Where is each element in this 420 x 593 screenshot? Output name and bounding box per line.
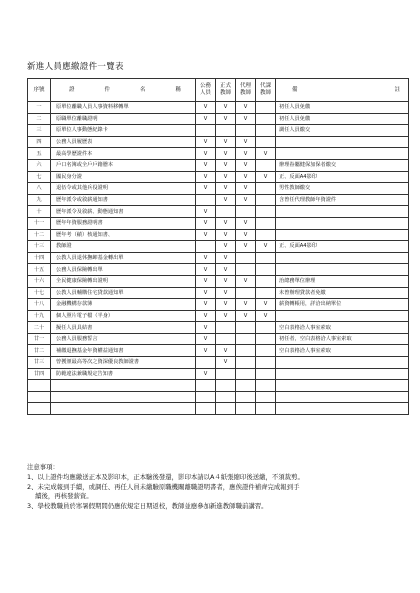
table-row bbox=[28, 345, 409, 357]
row-check-cell bbox=[216, 159, 236, 171]
row-check-cell bbox=[256, 194, 276, 206]
row-check-cell bbox=[196, 287, 216, 299]
check-mark: V bbox=[223, 301, 228, 308]
check-mark: V bbox=[243, 301, 248, 308]
check-mark: V bbox=[203, 289, 208, 296]
row-check-cell bbox=[196, 102, 216, 114]
document-checklist-table bbox=[27, 78, 409, 415]
row-check-cell bbox=[216, 217, 236, 229]
row-check-cell bbox=[256, 275, 276, 287]
row-check-cell bbox=[236, 368, 256, 380]
row-check-cell bbox=[196, 299, 216, 311]
row-check-cell bbox=[256, 183, 276, 195]
row-doc-name: 防範違法兼職規定告知書 bbox=[51, 368, 196, 380]
table-row bbox=[28, 136, 409, 148]
row-note bbox=[276, 229, 409, 241]
table-row bbox=[28, 287, 409, 299]
row-check-cell bbox=[236, 148, 256, 160]
row-doc-name: 最高學歷證件本 bbox=[51, 148, 196, 160]
check-mark: V bbox=[203, 104, 208, 111]
row-seq: 廿一 bbox=[28, 333, 51, 345]
row-doc-name bbox=[51, 380, 196, 392]
check-mark: V bbox=[243, 162, 248, 169]
row-check-cell bbox=[196, 241, 216, 253]
doc-header-char: 名 bbox=[139, 86, 146, 93]
row-note: 初任人員免繳 bbox=[276, 102, 409, 114]
check-mark: V bbox=[223, 266, 228, 273]
row-check-cell bbox=[236, 206, 256, 218]
row-check-cell bbox=[216, 241, 236, 253]
row-check-cell bbox=[256, 368, 276, 380]
row-check-cell bbox=[256, 403, 276, 415]
row-note: 正、反面A4影印 bbox=[276, 171, 409, 183]
table-row bbox=[28, 113, 409, 125]
check-mark: V bbox=[263, 150, 268, 157]
check-mark: V bbox=[263, 312, 268, 319]
row-check-cell bbox=[256, 287, 276, 299]
row-check-cell bbox=[216, 264, 236, 276]
row-check-cell bbox=[196, 171, 216, 183]
row-doc-name: 公務人員保險轉出單 bbox=[51, 264, 196, 276]
row-check-cell bbox=[196, 333, 216, 345]
row-check-cell bbox=[216, 206, 236, 218]
table-row bbox=[28, 148, 409, 160]
table-row bbox=[28, 194, 409, 206]
check-mark: V bbox=[203, 115, 208, 122]
row-seq: 廿三 bbox=[28, 357, 51, 369]
row-note: 治總務單位辦理 bbox=[276, 275, 409, 287]
row-check-cell bbox=[256, 241, 276, 253]
row-note: 初任者，空白表格洽人事室索取 bbox=[276, 333, 409, 345]
row-note: 辦理眷屬健保加保者繳交 bbox=[276, 159, 409, 171]
check-mark: V bbox=[223, 231, 228, 238]
row-check-cell bbox=[216, 194, 236, 206]
row-check-cell bbox=[236, 264, 256, 276]
row-check-cell bbox=[236, 357, 256, 369]
row-check-cell bbox=[216, 380, 236, 392]
check-mark: V bbox=[203, 347, 208, 354]
row-check-cell bbox=[216, 403, 236, 415]
row-doc-name: 戶口名簿或全戶戶籍謄本 bbox=[51, 159, 196, 171]
notes-section bbox=[27, 463, 412, 511]
row-note: 正、反面A4影印 bbox=[276, 241, 409, 253]
row-check-cell bbox=[216, 275, 236, 287]
table-row bbox=[28, 171, 409, 183]
row-note: 含曾任代理教師年資證件 bbox=[276, 194, 409, 206]
row-seq: 十六 bbox=[28, 275, 51, 287]
check-mark: V bbox=[263, 243, 268, 250]
column-header-label: 代課教師 bbox=[259, 83, 271, 96]
row-doc-name: 歷年年資服務證明書 bbox=[51, 217, 196, 229]
check-mark: V bbox=[203, 266, 208, 273]
column-header-label: 正式教師 bbox=[219, 83, 231, 96]
note-item: 3、學校教職員於寒暑假期間仍應依規定日期返校，教師並應參加新進教師職前講習。 bbox=[27, 501, 268, 510]
row-check-cell bbox=[196, 264, 216, 276]
row-note bbox=[276, 136, 409, 148]
row-check-cell bbox=[256, 171, 276, 183]
row-note: 未曾辦理貸款者免繳 bbox=[276, 287, 409, 299]
row-doc-name: 歷年派令及敘薪、動態通知書 bbox=[51, 206, 196, 218]
row-check-cell bbox=[216, 299, 236, 311]
table-row bbox=[28, 241, 409, 253]
doc-header-char: 證 bbox=[69, 86, 75, 93]
check-mark: V bbox=[243, 278, 248, 285]
check-mark: V bbox=[203, 301, 208, 308]
row-note bbox=[276, 310, 409, 322]
row-doc-name: 教師證 bbox=[51, 241, 196, 253]
check-mark: V bbox=[203, 336, 208, 343]
check-mark: V bbox=[223, 278, 228, 285]
doc-name-header bbox=[51, 79, 196, 102]
column-header-label: 代理教師 bbox=[239, 83, 251, 96]
check-mark: V bbox=[263, 173, 268, 180]
row-doc-name: 原單位人事動態紀錄卡 bbox=[51, 125, 196, 137]
table-row bbox=[28, 310, 409, 322]
table-row bbox=[28, 206, 409, 218]
table-row bbox=[28, 217, 409, 229]
check-mark: V bbox=[243, 312, 248, 319]
row-check-cell bbox=[196, 345, 216, 357]
row-check-cell bbox=[216, 171, 236, 183]
row-check-cell bbox=[256, 333, 276, 345]
row-note bbox=[276, 391, 409, 403]
table-row bbox=[28, 368, 409, 380]
table-row bbox=[28, 380, 409, 392]
row-doc-name: 退伍令或其他兵役證明 bbox=[51, 183, 196, 195]
row-note: 空白表格洽人事室索取 bbox=[276, 345, 409, 357]
row-note bbox=[276, 264, 409, 276]
table-row bbox=[28, 125, 409, 137]
row-check-cell bbox=[236, 171, 256, 183]
row-check-cell bbox=[216, 391, 236, 403]
check-mark: V bbox=[203, 150, 208, 157]
check-mark: V bbox=[223, 220, 228, 227]
row-seq: 十三 bbox=[28, 241, 51, 253]
row-seq: 三 bbox=[28, 125, 51, 137]
check-mark: V bbox=[203, 139, 208, 146]
check-mark: V bbox=[243, 243, 248, 250]
row-note bbox=[276, 206, 409, 218]
row-doc-name: 金融機構存款簿 bbox=[51, 299, 196, 311]
row-seq: 五 bbox=[28, 148, 51, 160]
row-check-cell bbox=[256, 113, 276, 125]
column-header-label: 公務人員 bbox=[199, 83, 211, 96]
row-seq bbox=[28, 391, 51, 403]
doc-header-char: 件 bbox=[104, 86, 110, 93]
row-check-cell bbox=[236, 252, 256, 264]
check-mark: V bbox=[223, 162, 228, 169]
col-acting-teacher-header bbox=[236, 79, 256, 102]
row-note bbox=[276, 148, 409, 160]
check-mark: V bbox=[243, 104, 248, 111]
row-check-cell bbox=[256, 217, 276, 229]
row-seq: 一 bbox=[28, 102, 51, 114]
table-row bbox=[28, 357, 409, 369]
row-check-cell bbox=[196, 194, 216, 206]
row-check-cell bbox=[216, 357, 236, 369]
row-check-cell bbox=[236, 241, 256, 253]
row-check-cell bbox=[236, 310, 256, 322]
check-mark: V bbox=[223, 115, 228, 122]
row-check-cell bbox=[236, 322, 256, 334]
row-check-cell bbox=[236, 229, 256, 241]
check-mark: V bbox=[203, 185, 208, 192]
row-check-cell bbox=[216, 102, 236, 114]
row-check-cell bbox=[196, 403, 216, 415]
row-doc-name: 公教人員輔購住宅貸款通知單 bbox=[51, 287, 196, 299]
row-seq bbox=[28, 403, 51, 415]
check-mark: V bbox=[243, 185, 248, 192]
row-check-cell bbox=[216, 333, 236, 345]
row-check-cell bbox=[196, 206, 216, 218]
row-doc-name: 擬任人員具結書 bbox=[51, 322, 196, 334]
row-note bbox=[276, 217, 409, 229]
row-check-cell bbox=[256, 136, 276, 148]
note-header-char: 註 bbox=[394, 86, 400, 93]
table-row bbox=[28, 252, 409, 264]
note-header bbox=[276, 79, 409, 102]
row-check-cell bbox=[216, 310, 236, 322]
table-header-row bbox=[28, 79, 409, 102]
check-mark: V bbox=[223, 347, 228, 354]
row-seq: 十一 bbox=[28, 217, 51, 229]
check-mark: V bbox=[243, 139, 248, 146]
row-seq: 四 bbox=[28, 136, 51, 148]
table-row bbox=[28, 159, 409, 171]
check-mark: V bbox=[223, 243, 228, 250]
row-check-cell bbox=[196, 275, 216, 287]
row-seq: 廿四 bbox=[28, 368, 51, 380]
check-mark: V bbox=[223, 173, 228, 180]
row-check-cell bbox=[256, 391, 276, 403]
check-mark: V bbox=[223, 197, 228, 204]
row-check-cell bbox=[236, 183, 256, 195]
check-mark: V bbox=[203, 173, 208, 180]
check-mark: V bbox=[243, 231, 248, 238]
row-check-cell bbox=[236, 275, 256, 287]
row-note: 男性教師繳交 bbox=[276, 183, 409, 195]
row-doc-name bbox=[51, 391, 196, 403]
row-check-cell bbox=[216, 183, 236, 195]
row-check-cell bbox=[216, 113, 236, 125]
row-check-cell bbox=[196, 380, 216, 392]
row-note bbox=[276, 380, 409, 392]
row-check-cell bbox=[236, 113, 256, 125]
table-row bbox=[28, 183, 409, 195]
check-mark: V bbox=[243, 173, 248, 180]
note-item: 1、以上證件均應繳送正本及影印本，正本驗後發還，影印本請以A４紙張縮印後送繳，不須裁剪。 bbox=[27, 473, 304, 482]
row-seq: 十二 bbox=[28, 229, 51, 241]
row-check-cell bbox=[256, 345, 276, 357]
check-mark: V bbox=[203, 162, 208, 169]
check-mark: V bbox=[223, 185, 228, 192]
table-row bbox=[28, 264, 409, 276]
row-check-cell bbox=[216, 322, 236, 334]
row-check-cell bbox=[256, 102, 276, 114]
row-doc-name: 歷年考（績）核通知書、 bbox=[51, 229, 196, 241]
row-check-cell bbox=[216, 136, 236, 148]
row-doc-name: 原單位離職人員人事資料移轉單 bbox=[51, 102, 196, 114]
check-mark: V bbox=[203, 255, 208, 262]
row-note: 調任人員繳交 bbox=[276, 125, 409, 137]
row-seq: 九 bbox=[28, 194, 51, 206]
check-mark: V bbox=[203, 208, 208, 215]
row-seq: 十九 bbox=[28, 310, 51, 322]
row-seq: 十五 bbox=[28, 264, 51, 276]
row-check-cell bbox=[196, 322, 216, 334]
row-seq: 二十 bbox=[28, 322, 51, 334]
row-check-cell bbox=[196, 159, 216, 171]
row-check-cell bbox=[236, 287, 256, 299]
check-mark: V bbox=[203, 220, 208, 227]
row-doc-name: 原職單位離職證明 bbox=[51, 113, 196, 125]
row-check-cell bbox=[256, 148, 276, 160]
row-check-cell bbox=[256, 206, 276, 218]
page-title: 新進人員應繳證件一覽表 bbox=[27, 62, 124, 72]
check-mark: V bbox=[243, 150, 248, 157]
check-mark: V bbox=[223, 104, 228, 111]
col-civil-servant-header bbox=[196, 79, 216, 102]
notes-title: 注意事項： bbox=[27, 463, 59, 471]
row-doc-name: 個人照片電子檔（半身） bbox=[51, 310, 196, 322]
row-doc-name: 補繳退撫基金年資權益通知書 bbox=[51, 345, 196, 357]
row-check-cell bbox=[196, 391, 216, 403]
row-check-cell bbox=[216, 368, 236, 380]
check-mark: V bbox=[203, 278, 208, 285]
check-mark: V bbox=[223, 312, 228, 319]
row-doc-name: 國民身分證 bbox=[51, 171, 196, 183]
row-check-cell bbox=[196, 368, 216, 380]
check-mark: V bbox=[223, 150, 228, 157]
check-mark: V bbox=[263, 301, 268, 308]
row-seq: 二 bbox=[28, 113, 51, 125]
table-row bbox=[28, 102, 409, 114]
row-seq: 十四 bbox=[28, 252, 51, 264]
table-row bbox=[28, 275, 409, 287]
check-mark: V bbox=[203, 231, 208, 238]
check-mark: V bbox=[203, 370, 208, 377]
row-check-cell bbox=[236, 299, 256, 311]
row-seq: 廿二 bbox=[28, 345, 51, 357]
row-seq: 六 bbox=[28, 159, 51, 171]
row-check-cell bbox=[236, 102, 256, 114]
doc-header-char: 稱 bbox=[175, 86, 181, 93]
row-check-cell bbox=[196, 125, 216, 137]
seq-header: 序號 bbox=[28, 79, 51, 102]
row-doc-name: 歷年派令或敘薪通知書 bbox=[51, 194, 196, 206]
row-check-cell bbox=[256, 357, 276, 369]
row-check-cell bbox=[236, 345, 256, 357]
check-mark: V bbox=[223, 359, 228, 366]
row-note bbox=[276, 357, 409, 369]
row-note: 空白表格洽人事室索取 bbox=[276, 322, 409, 334]
row-check-cell bbox=[236, 391, 256, 403]
note-header-char: 備 bbox=[292, 86, 298, 93]
row-doc-name: 公務人員服務誓言 bbox=[51, 333, 196, 345]
row-seq bbox=[28, 380, 51, 392]
row-check-cell bbox=[236, 136, 256, 148]
row-check-cell bbox=[236, 403, 256, 415]
row-check-cell bbox=[196, 357, 216, 369]
row-check-cell bbox=[216, 345, 236, 357]
check-mark: V bbox=[243, 115, 248, 122]
row-check-cell bbox=[256, 380, 276, 392]
row-check-cell bbox=[236, 333, 256, 345]
row-check-cell bbox=[256, 322, 276, 334]
check-mark: V bbox=[243, 197, 248, 204]
row-note: 薪資轉帳用，詳洽出納單位 bbox=[276, 299, 409, 311]
row-seq: 七 bbox=[28, 171, 51, 183]
row-check-cell bbox=[196, 217, 216, 229]
row-check-cell bbox=[196, 148, 216, 160]
row-check-cell bbox=[256, 159, 276, 171]
row-check-cell bbox=[196, 113, 216, 125]
note-item: 2、未完成報到手續，或調任、再任人員未繳驗原職機關離職證明書者，應俟證件補齊完成報到手 續後，再核發薪資。 bbox=[27, 482, 300, 501]
row-seq: 十八 bbox=[28, 299, 51, 311]
row-seq: 十七 bbox=[28, 287, 51, 299]
row-seq: 八 bbox=[28, 183, 51, 195]
row-check-cell bbox=[196, 252, 216, 264]
row-check-cell bbox=[216, 148, 236, 160]
row-seq: 十 bbox=[28, 206, 51, 218]
row-doc-name: 公教人員退休撫卹基金轉出單 bbox=[51, 252, 196, 264]
row-doc-name: 曾獲頒最高等次之資深優良教師證書 bbox=[51, 357, 196, 369]
row-check-cell bbox=[256, 229, 276, 241]
row-check-cell bbox=[236, 159, 256, 171]
table-row bbox=[28, 299, 409, 311]
row-note bbox=[276, 368, 409, 380]
row-check-cell bbox=[256, 299, 276, 311]
col-substitute-teacher-header bbox=[256, 79, 276, 102]
row-doc-name: 公務人員履歷表 bbox=[51, 136, 196, 148]
row-check-cell bbox=[236, 217, 256, 229]
row-check-cell bbox=[196, 229, 216, 241]
row-check-cell bbox=[236, 194, 256, 206]
check-mark: V bbox=[223, 255, 228, 262]
table-row bbox=[28, 322, 409, 334]
table-row bbox=[28, 391, 409, 403]
table-row bbox=[28, 229, 409, 241]
col-formal-teacher-header bbox=[216, 79, 236, 102]
row-check-cell bbox=[256, 264, 276, 276]
row-check-cell bbox=[236, 125, 256, 137]
row-check-cell bbox=[216, 287, 236, 299]
row-check-cell bbox=[216, 229, 236, 241]
row-doc-name: 全民健康保險轉出證明 bbox=[51, 275, 196, 287]
row-check-cell bbox=[256, 252, 276, 264]
row-check-cell bbox=[216, 252, 236, 264]
check-mark: V bbox=[203, 312, 208, 319]
row-check-cell bbox=[236, 380, 256, 392]
row-check-cell bbox=[256, 125, 276, 137]
table-row bbox=[28, 403, 409, 415]
check-mark: V bbox=[203, 324, 208, 331]
check-mark: V bbox=[243, 220, 248, 227]
row-doc-name bbox=[51, 403, 196, 415]
check-mark: V bbox=[223, 289, 228, 296]
row-check-cell bbox=[196, 136, 216, 148]
table-row bbox=[28, 333, 409, 345]
row-note: 初任人員免繳 bbox=[276, 113, 409, 125]
row-check-cell bbox=[196, 183, 216, 195]
check-mark: V bbox=[223, 139, 228, 146]
row-check-cell bbox=[196, 310, 216, 322]
row-note bbox=[276, 403, 409, 415]
row-check-cell bbox=[216, 125, 236, 137]
row-check-cell bbox=[256, 310, 276, 322]
row-note bbox=[276, 252, 409, 264]
